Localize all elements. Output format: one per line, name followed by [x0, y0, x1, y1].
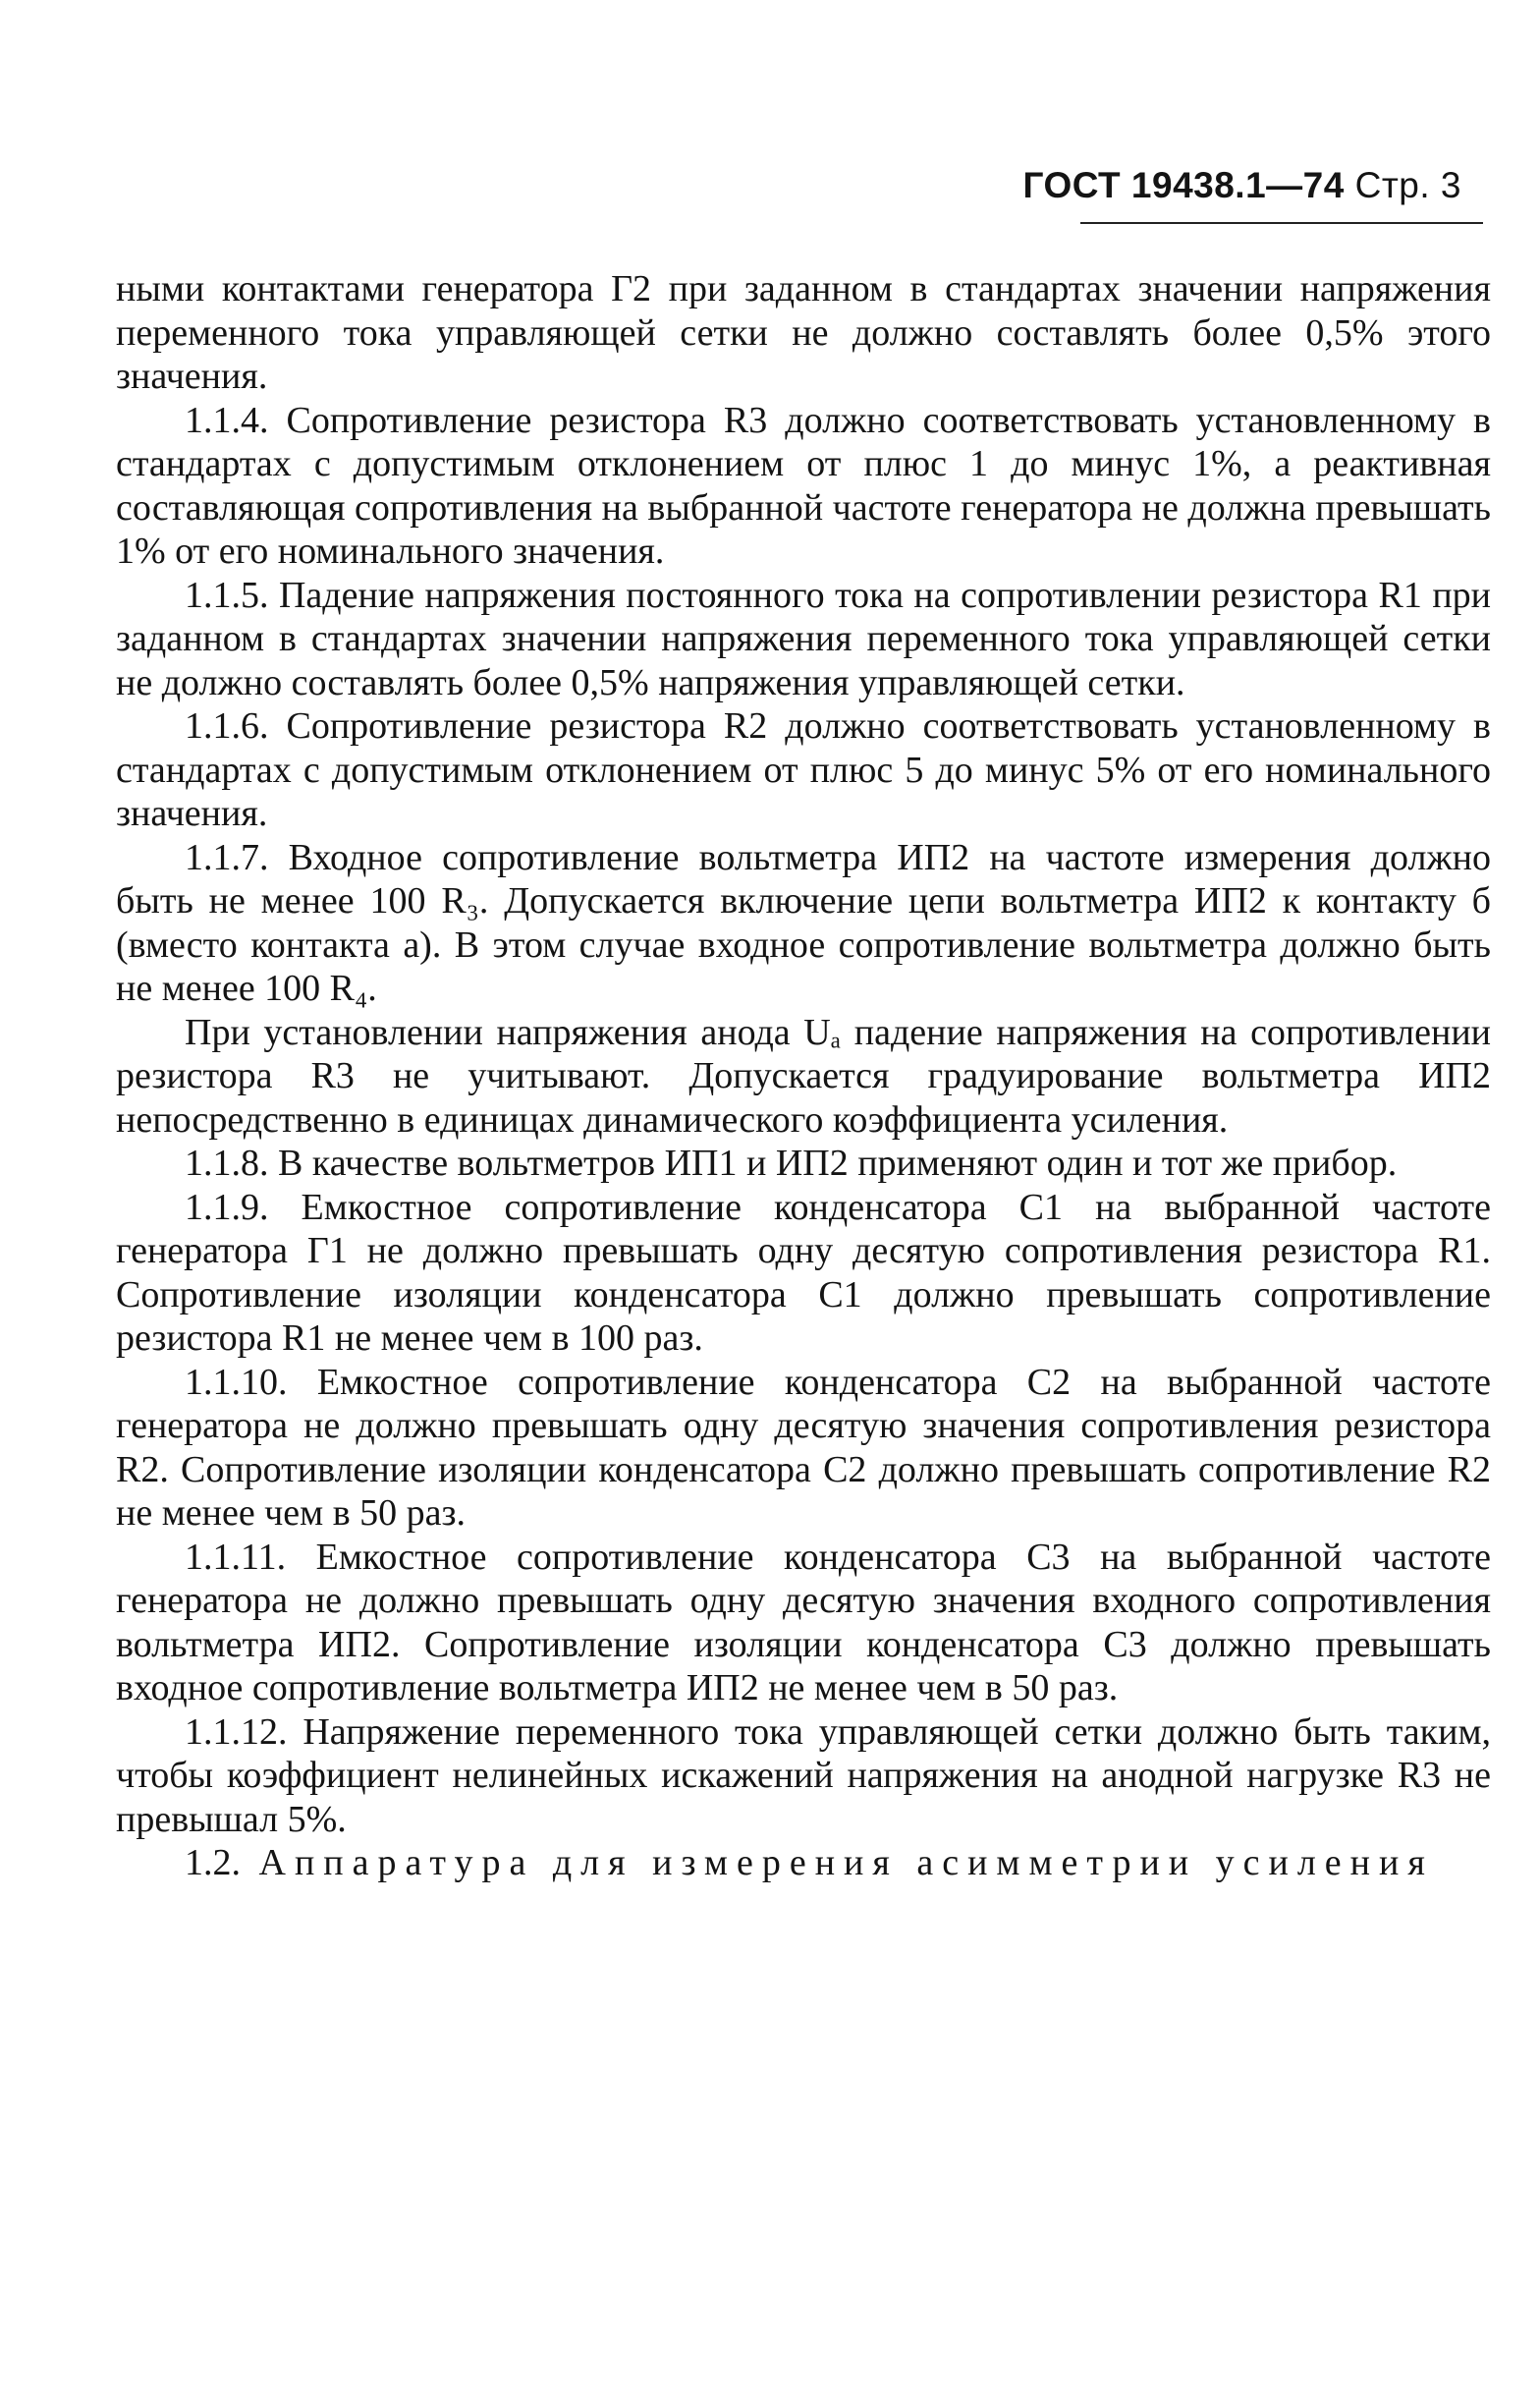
clause-1-1-7: 1.1.7. Входное сопротивление вольтметра ИП2 на частоте измерения должно быть не менее 100 R₃. Допускается включение цепи вольтметра ИП2 к контакту б (вместо контакта а). В этом случае входное сопротивление вольтметра должно быть не менее 100 R₄. — [116, 836, 1491, 1009]
clause-1-1-10: 1.1.10. Емкостное сопротивление конденсатора С2 на выбранной частоте генератора не должно превышать одну десятую значения сопротивления резистора R2. Сопротивление изоляции конденсатора С2 должно превышать сопротивление R2 не менее чем в 50 раз. — [116, 1361, 1491, 1534]
standard-number: ГОСТ 19438.1—74 — [1022, 165, 1345, 205]
clause-1-1-4: 1.1.4. Сопротивление резистора R3 должно соответствовать установленному в стандартах с допустимым отклонением от плюс 1 до минус 1%, а реактивная составляющая сопротивления на выбранной частоте генератора не должна превышать 1% от его номинального значения. — [116, 399, 1491, 572]
clause-1-1-8: 1.1.8. В качестве вольтметров ИП1 и ИП2 применяют один и тот же прибор. — [185, 1143, 1398, 1184]
clause-1-1-11: 1.1.11. Емкостное сопротивление конденсатора С3 на выбранной частоте генератора не должно превышать одну десятую значения входного сопротивления вольтметра ИП2. Сопротивление изоляции конденсатора С3 должно превышать входное сопротивление вольтметра ИП2 не менее чем в 50 раз. — [116, 1536, 1491, 1708]
clause-1-1-7-note: При установлении напряжения анода Uₐ падение напряжения на сопротивлении резистора R3 не учитывают. Допускается градуирование вольтметра ИП2 непосредственно в единицах динамического коэффициента усиления. — [116, 1011, 1491, 1141]
clause-1-1-5: 1.1.5. Падение напряжения постоянного тока на сопротивлении резистора R1 при заданном в стандартах значении напряжения переменного тока управляющей сетки не должно составлять более 0,5% напряжения управляющей сетки. — [116, 574, 1491, 703]
page-number: Стр. 3 — [1354, 165, 1461, 205]
section-title: Аппаратура для измерения асимметрии усиления — [258, 1842, 1434, 1883]
clause-1-1-12: 1.1.12. Напряжение переменного тока управляющей сетки должно быть таким, чтобы коэффициент нелинейных искажений напряжения на анодной нагрузке R3 не превышал 5%. — [116, 1710, 1491, 1840]
page-header — [1022, 165, 1461, 206]
paragraph-continuation: ными контактами генератора Г2 при заданном в стандартах значении напряжения переменного тока управляющей сетки не должно составлять более 0,5% этого значения. — [116, 268, 1491, 397]
header-rule — [1080, 222, 1483, 224]
document-body — [116, 267, 1491, 1885]
clause-1-1-9: 1.1.9. Емкостное сопротивление конденсатора С1 на выбранной частоте генератора Г1 не должно превышать одну десятую сопротивления резистора R1. Сопротивление изоляции конденсатора С1 должно превышать сопротивление резистора R1 не менее чем в 100 раз. — [116, 1186, 1491, 1359]
clause-1-1-6: 1.1.6. Сопротивление резистора R2 должно соответствовать установленному в стандартах с допустимым отклонением от плюс 5 до минус 5% от его номинального значения. — [116, 705, 1491, 834]
section-heading — [116, 1841, 1491, 1885]
section-number: 1.2. — [185, 1842, 241, 1883]
